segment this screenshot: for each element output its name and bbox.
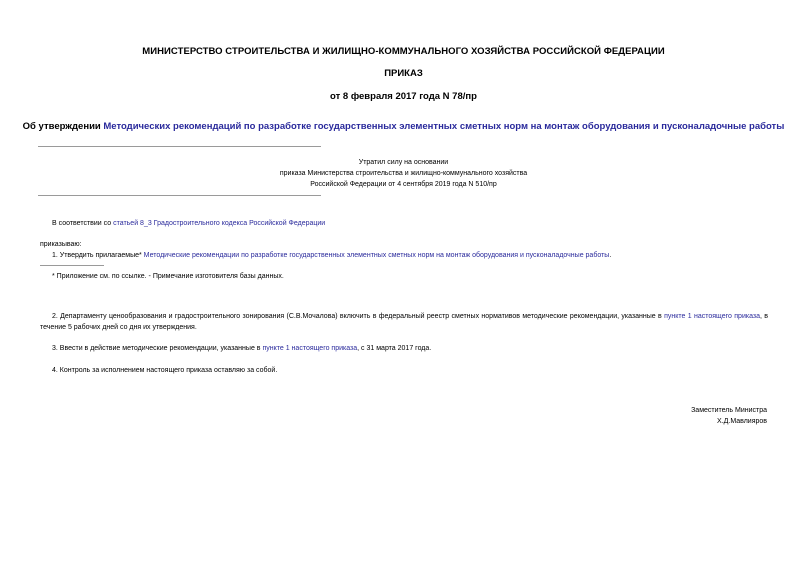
basis-link[interactable]: статьей 8_3 Градостроительного кодекса Российской Федерации: [113, 220, 326, 227]
order-word: приказываю:: [40, 241, 82, 248]
footnote-separator: [40, 265, 104, 266]
item-3: [52, 343, 431, 354]
item-4: 4. Контроль за исполнением настоящего приказа оставляю за собой.: [52, 367, 278, 374]
item-3-suffix: , с 31 марта 2017 года.: [357, 345, 432, 352]
item-1: [52, 250, 611, 261]
footnote: * Приложение см. по ссылке. - Примечание изготовителя базы данных.: [52, 273, 284, 280]
lost-force-link-line3[interactable]: Российской Федерации от 4 сентября 2019 года N 510/пр: [310, 181, 497, 188]
basis-paragraph: [52, 218, 325, 229]
doc-type-heading: ПРИКАЗ: [384, 68, 423, 79]
lost-force-link-line2[interactable]: приказа Министерства строительства и жилищно-коммунального хозяйства: [279, 170, 528, 177]
item-1-prefix: 1. Утвердить прилагаемые*: [52, 252, 144, 259]
separator-top: [38, 146, 321, 147]
item-2-link[interactable]: пункте 1 настоящего приказа: [664, 313, 760, 320]
document-title: [0, 121, 807, 132]
item-2-suffix: , в течение 5 рабочих дней со дня их утверждения.: [40, 313, 769, 331]
item-3-prefix: 3. Ввести в действие методические рекомендации, указанные в: [52, 345, 263, 352]
item-1-suffix: .: [609, 252, 612, 259]
separator-bottom: [38, 195, 321, 196]
signature-name: Х.Д.Мавлияров: [717, 418, 767, 425]
item-1-link[interactable]: Методические рекомендации по разработке государственных элементных сметных норм на монтаж оборудования и пусконаладочные работы: [143, 252, 610, 259]
title-link[interactable]: Методических рекомендаций по разработке государственных элементных сметных норм на монтаж оборудования и пусконаладочные работы: [103, 121, 785, 132]
item-3-link[interactable]: пункте 1 настоящего приказа: [262, 345, 358, 352]
lost-force-line1: Утратил силу на основании: [358, 159, 449, 166]
item-2-prefix: 2. Департаменту ценообразования и градостроительного зонирования (С.В.Мочалова) включить в федеральный реестр сметных нормативов методические рекомендации, указанные в: [52, 313, 665, 320]
ministry-heading: МИНИСТЕРСТВО СТРОИТЕЛЬСТВА И ЖИЛИЩНО-КОММУНАЛЬНОГО ХОЗЯЙСТВА РОССИЙСКОЙ ФЕДЕРАЦИИ: [142, 46, 665, 57]
basis-prefix: В соответствии со: [52, 220, 114, 227]
date-number-heading: от 8 февраля 2017 года N 78/пр: [330, 91, 477, 102]
item-2: [40, 311, 768, 333]
signature-position: Заместитель Министра: [691, 407, 767, 414]
title-prefix: Об утверждении: [22, 121, 104, 132]
